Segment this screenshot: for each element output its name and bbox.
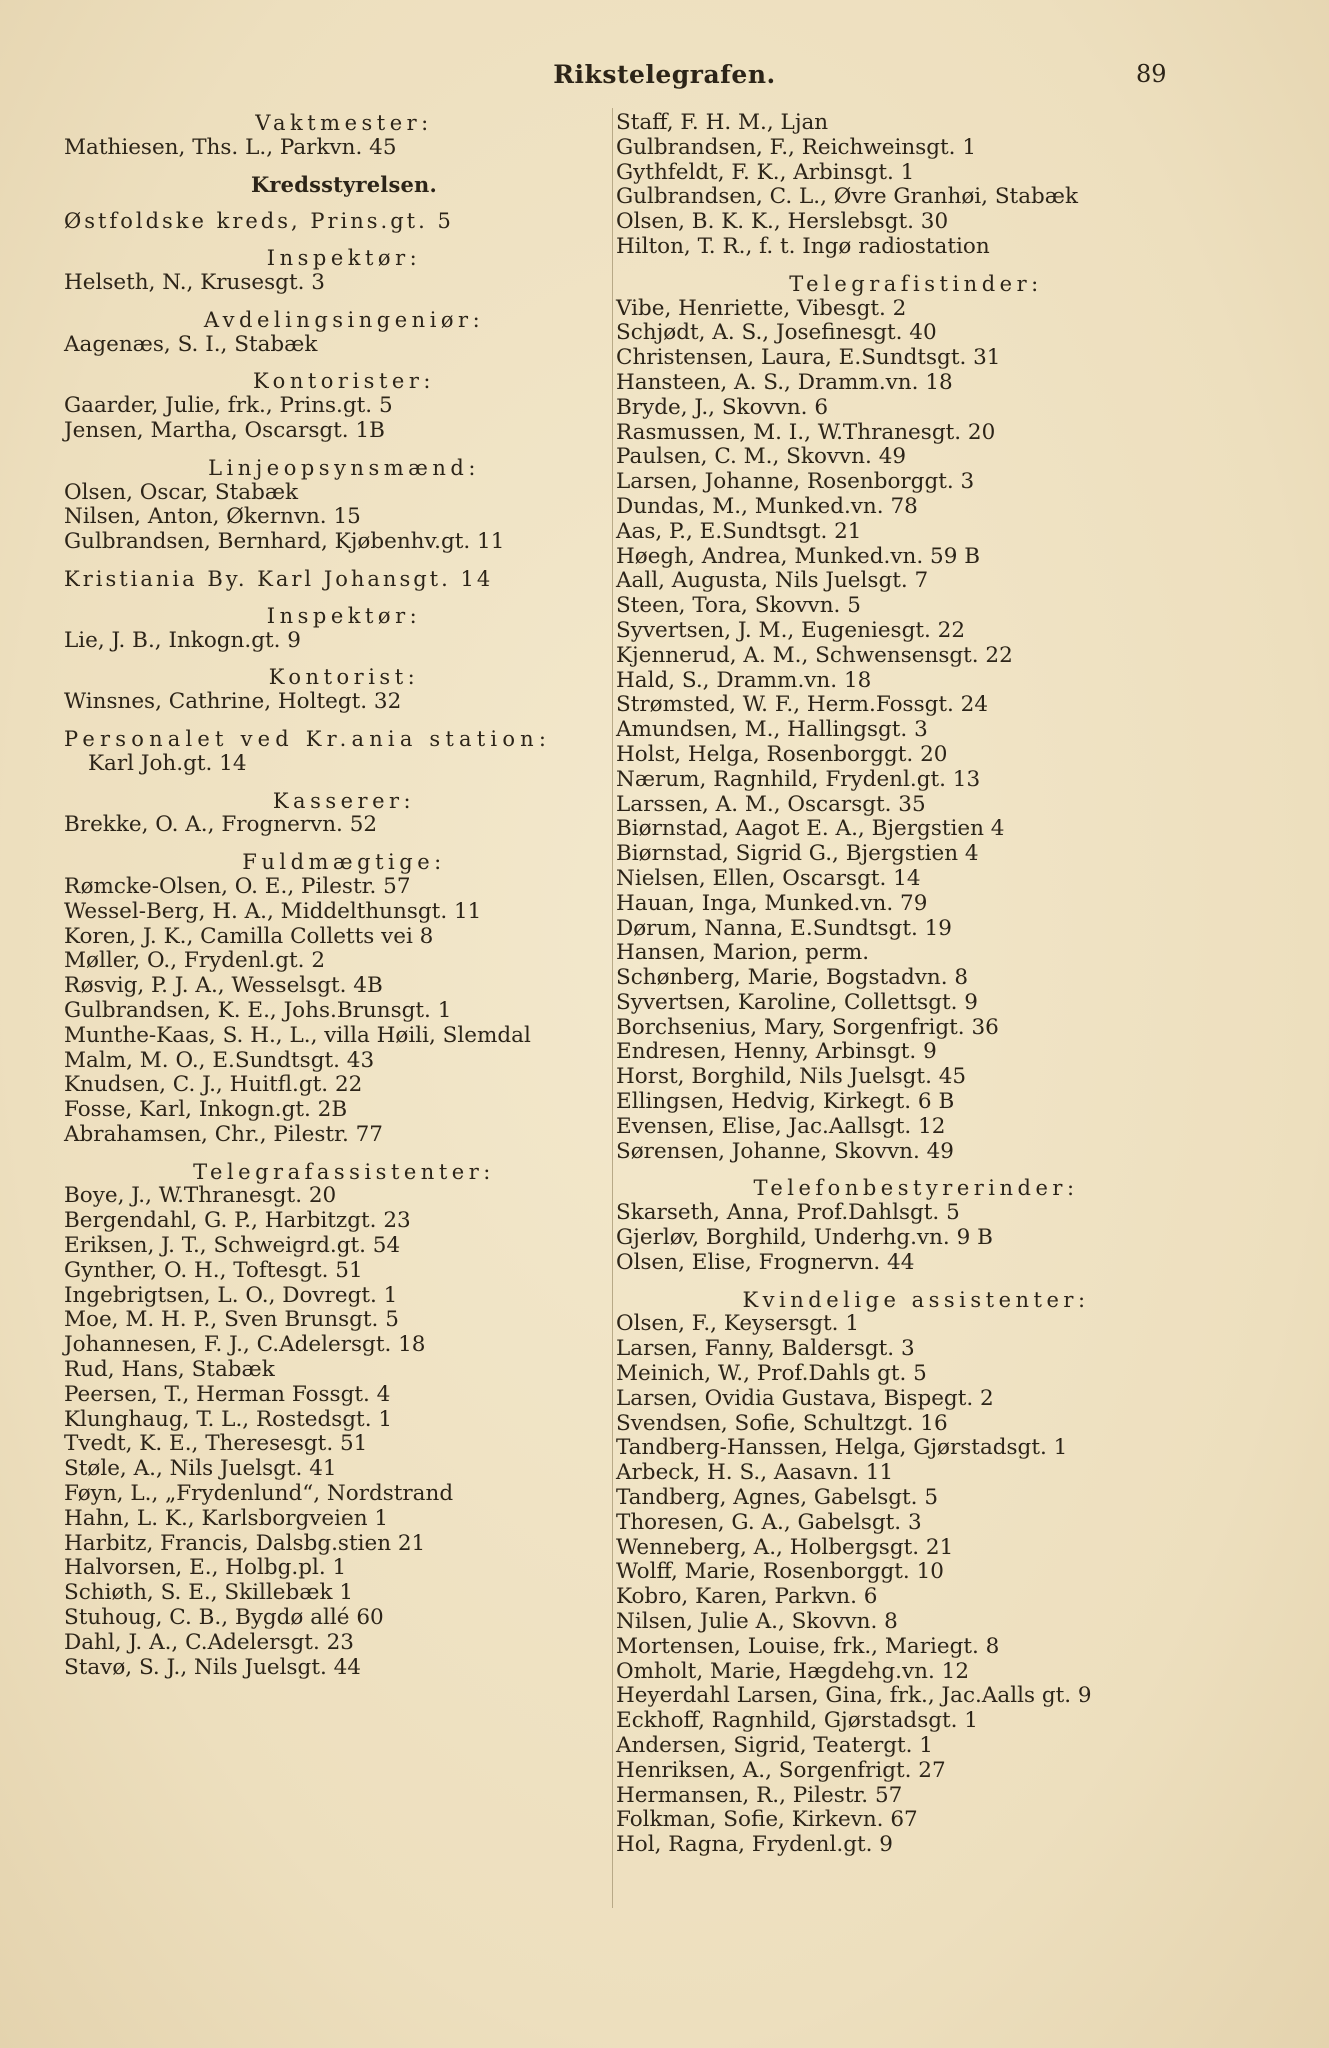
directory-entry: Hansen, Marion, perm. xyxy=(616,940,870,966)
directory-entry: Aall, Augusta, Nils Juelsgt. 7 xyxy=(616,568,929,594)
directory-entry: Rasmussen, M. I., W.Thranesgt. 20 xyxy=(616,419,996,445)
directory-entry: Munthe-Kaas, S. H., L., villa Høili, Slemdal xyxy=(64,1022,531,1048)
directory-entry: Boye, J., W.Thranesgt. 20 xyxy=(64,1183,337,1209)
section xyxy=(64,173,624,198)
section-heading: Vaktmester: xyxy=(255,111,433,135)
directory-entry: Amundsen, M., Hallingsgt. 3 xyxy=(616,717,928,743)
section-heading: Inspektør: xyxy=(266,603,422,628)
directory-entry: Syvertsen, Karoline, Collettsgt. 9 xyxy=(616,989,978,1015)
directory-entry: Hol, Ragna, Frydenl.gt. 9 xyxy=(616,1832,893,1858)
directory-entry: Føyn, L., „Frydenlund“, Nordstrand xyxy=(64,1481,454,1507)
directory-entry: Larsen, Johanne, Rosenborggt. 3 xyxy=(616,469,975,495)
directory-entry: Larsen, Ovidia Gustava, Bispegt. 2 xyxy=(616,1385,994,1411)
directory-entry: Schiøth, S. E., Skillebæk 1 xyxy=(64,1580,354,1606)
section xyxy=(616,1176,1216,1275)
directory-entry: Schønberg, Marie, Bogstadvn. 8 xyxy=(616,965,969,991)
section-heading: Kontorist: xyxy=(268,665,420,690)
directory-entry: Arbeck, H. S., Aasavn. 11 xyxy=(616,1460,894,1486)
directory-entry: Rømcke-Olsen, O. E., Pilestr. 57 xyxy=(64,873,411,899)
section-heading: Kasserer: xyxy=(272,788,416,813)
directory-entry: Wessel-Berg, H. A., Middelthunsgt. 11 xyxy=(64,898,482,924)
running-title: Rikstelegrafen. xyxy=(553,60,776,89)
directory-entry: Strømsted, W. F., Herm.Fossgt. 24 xyxy=(616,692,989,718)
directory-entry: Ellingsen, Hedvig, Kirkegt. 6 B xyxy=(616,1089,955,1115)
right-column xyxy=(616,111,1216,1858)
directory-entry: Svendsen, Sofie, Schultzgt. 16 xyxy=(616,1410,948,1436)
directory-entry: Olsen, F., Keysersgt. 1 xyxy=(616,1311,860,1337)
directory-entry: Endresen, Henny, Arbinsgt. 9 xyxy=(616,1039,937,1065)
directory-entry: Holst, Helga, Rosenborggt. 20 xyxy=(616,741,948,767)
directory-entry: Kobro, Karen, Parkvn. 6 xyxy=(616,1584,878,1610)
section xyxy=(64,727,624,777)
directory-entry: Stuhoug, C. B., Bygdø allé 60 xyxy=(64,1605,384,1631)
directory-entry: Bergendahl, G. P., Harbitzgt. 23 xyxy=(64,1208,411,1234)
directory-entry: Steen, Tora, Skovvn. 5 xyxy=(616,593,861,619)
directory-entry: Hald, S., Dramm.vn. 18 xyxy=(616,667,872,693)
directory-entry: Gulbrandsen, F., Reichweinsgt. 1 xyxy=(616,134,977,160)
directory-entry: Karl Joh.gt. 14 xyxy=(88,750,247,776)
directory-entry: Gynther, O. H., Toftesgt. 51 xyxy=(64,1257,363,1283)
directory-entry: Gulbrandsen, K. E., Johs.Brunsgt. 1 xyxy=(64,997,452,1023)
directory-entry: Hilton, T. R., f. t. Ingø radiostation xyxy=(616,233,990,259)
directory-entry: Tandberg, Agnes, Gabelsgt. 5 xyxy=(616,1485,938,1511)
directory-entry: Abrahamsen, Chr., Pilestr. 77 xyxy=(64,1121,383,1147)
directory-entry: Nærum, Ragnhild, Frydenl.gt. 13 xyxy=(616,766,981,792)
directory-entry: Jensen, Martha, Oscarsgt. 1B xyxy=(64,417,385,443)
section xyxy=(64,308,624,358)
section xyxy=(64,369,624,443)
directory-entry: Gulbrandsen, C. L., Øvre Granhøi, Stabæk xyxy=(616,184,1079,210)
directory-entry: Peersen, T., Herman Fossgt. 4 xyxy=(64,1381,391,1407)
directory-entry: Aagenæs, S. I., Stabæk xyxy=(64,331,318,357)
directory-entry: Tvedt, K. E., Theresesgt. 51 xyxy=(64,1431,368,1457)
directory-entry: Knudsen, C. J., Huitfl.gt. 22 xyxy=(64,1072,363,1098)
page-number: 89 xyxy=(1136,60,1167,88)
directory-entry: Wolff, Marie, Rosenborggt. 10 xyxy=(616,1559,944,1585)
directory-entry: Omholt, Marie, Hægdehg.vn. 12 xyxy=(616,1658,970,1684)
section xyxy=(64,246,624,296)
directory-entry: Støle, A., Nils Juelsgt. 41 xyxy=(64,1456,337,1482)
directory-entry: Olsen, Oscar, Stabæk xyxy=(64,479,299,505)
directory-entry: Tandberg-Hanssen, Helga, Gjørstadsgt. 1 xyxy=(616,1435,1068,1461)
directory-entry: Hermansen, R., Pilestr. 57 xyxy=(616,1782,903,1808)
directory-entry: Kjennerud, A. M., Schwensensgt. 22 xyxy=(616,642,1013,668)
directory-entry: Vibe, Henriette, Vibesgt. 2 xyxy=(616,295,907,321)
section-heading: Fuldmægtige: xyxy=(242,850,446,875)
directory-entry: Sørensen, Johanne, Skovvn. 49 xyxy=(616,1138,954,1164)
section xyxy=(64,665,624,715)
section-heading: Kvindelige assistenter: xyxy=(742,1287,1090,1312)
directory-entry: Heyerdahl Larsen, Gina, frk., Jac.Aalls gt. 9 xyxy=(616,1683,1092,1709)
section xyxy=(64,789,624,839)
directory-entry: Nielsen, Ellen, Oscarsgt. 14 xyxy=(616,865,921,891)
directory-entry: Malm, M. O., E.Sundtsgt. 43 xyxy=(64,1047,375,1073)
directory-entry: Lie, J. B., Inkogn.gt. 9 xyxy=(64,627,301,653)
directory-entry: Mortensen, Louise, frk., Mariegt. 8 xyxy=(616,1633,1000,1659)
directory-entry: Harbitz, Francis, Dalsbg.stien 21 xyxy=(64,1530,426,1556)
directory-entry: Aas, P., E.Sundtsgt. 21 xyxy=(616,518,862,544)
section-heading: Østfoldske kreds, Prins.gt. 5 xyxy=(64,209,454,234)
directory-entry: Mathiesen, Ths. L., Parkvn. 45 xyxy=(64,134,397,160)
section xyxy=(64,604,624,654)
directory-entry: Schjødt, A. S., Josefinesgt. 40 xyxy=(616,320,937,346)
directory-entry: Fosse, Karl, Inkogn.gt. 2B xyxy=(64,1097,348,1123)
section-heading: Linjeopsynsmænd: xyxy=(208,455,480,480)
directory-entry: Paulsen, C. M., Skovvn. 49 xyxy=(616,444,907,470)
directory-entry: Gaarder, Julie, frk., Prins.gt. 5 xyxy=(64,393,393,419)
directory-entry: Bryde, J., Skovvn. 6 xyxy=(616,394,829,420)
directory-entry: Biørnstad, Sigrid G., Bjergstien 4 xyxy=(616,841,979,867)
directory-entry: Hansteen, A. S., Dramm.vn. 18 xyxy=(616,369,953,395)
directory-entry: Syvertsen, J. M., Eugeniesgt. 22 xyxy=(616,617,966,643)
directory-entry: Borchsenius, Mary, Sorgenfrigt. 36 xyxy=(616,1014,999,1040)
directory-entry: Christensen, Laura, E.Sundtsgt. 31 xyxy=(616,345,1001,371)
directory-entry: Olsen, B. K. K., Herslebsgt. 30 xyxy=(616,209,949,235)
directory-entry: Ingebrigtsen, L. O., Dovregt. 1 xyxy=(64,1282,398,1308)
directory-entry: Dørum, Nanna, E.Sundtsgt. 19 xyxy=(616,915,952,941)
section xyxy=(64,111,624,161)
directory-entry: Thoresen, G. A., Gabelsgt. 3 xyxy=(616,1509,922,1535)
directory-entry: Rud, Hans, Stabæk xyxy=(64,1357,275,1383)
directory-entry: Dundas, M., Munked.vn. 78 xyxy=(616,493,918,519)
directory-entry: Horst, Borghild, Nils Juelsgt. 45 xyxy=(616,1064,967,1090)
section-heading: Telefonbestyrerinder: xyxy=(753,1176,1079,1201)
directory-entry: Moe, M. H. P., Sven Brunsgt. 5 xyxy=(64,1307,399,1333)
directory-entry: Gjerløv, Borghild, Underhg.vn. 9 B xyxy=(616,1225,993,1251)
section xyxy=(64,1160,624,1681)
section xyxy=(64,850,624,1148)
directory-entry: Nilsen, Julie A., Skovvn. 8 xyxy=(616,1609,898,1635)
directory-entry: Larssen, A. M., Oscarsgt. 35 xyxy=(616,791,926,817)
directory-entry: Koren, J. K., Camilla Colletts vei 8 xyxy=(64,923,434,949)
directory-entry: Eriksen, J. T., Schweigrd.gt. 54 xyxy=(64,1233,401,1259)
directory-entry: Røsvig, P. J. A., Wesselsgt. 4B xyxy=(64,973,383,999)
directory-entry: Evensen, Elise, Jac.Aallsgt. 12 xyxy=(616,1113,946,1139)
section-heading: Kristiania By. Karl Johansgt. 14 xyxy=(64,566,494,591)
directory-entry: Gythfeldt, F. K., Arbinsgt. 1 xyxy=(616,159,915,185)
directory-entry: Høegh, Andrea, Munked.vn. 59 B xyxy=(616,543,981,569)
directory-entry: Brekke, O. A., Frognervn. 52 xyxy=(64,812,378,838)
section-heading: Telegrafassistenter: xyxy=(193,1159,495,1184)
directory-entry: Skarseth, Anna, Prof.Dahlsgt. 5 xyxy=(616,1200,960,1226)
directory-entry: Hahn, L. K., Karlsborgveien 1 xyxy=(64,1505,389,1531)
directory-entry: Andersen, Sigrid, Teatergt. 1 xyxy=(616,1733,933,1758)
section-heading: Kredsstyrelsen. xyxy=(250,171,438,197)
directory-entry: Meinich, W., Prof.Dahls gt. 5 xyxy=(616,1361,927,1387)
left-column xyxy=(64,111,624,1680)
section-heading: Personalet ved Kr.ania station: xyxy=(64,726,552,751)
section xyxy=(64,567,624,592)
directory-entry: Folkman, Sofie, Kirkevn. 67 xyxy=(616,1807,918,1833)
directory-entry: Biørnstad, Aagot E. A., Bjergstien 4 xyxy=(616,816,1005,842)
directory-entry: Nilsen, Anton, Økernvn. 15 xyxy=(64,504,361,530)
directory-entry: Hauan, Inga, Munked.vn. 79 xyxy=(616,890,928,916)
page-header xyxy=(0,60,1329,100)
section-heading: Telegrafistinder: xyxy=(789,271,1043,296)
directory-entry: Larsen, Fanny, Baldersgt. 3 xyxy=(616,1336,915,1362)
directory-entry: Wenneberg, A., Holbergsgt. 21 xyxy=(616,1534,954,1560)
directory-entry: Stavø, S. J., Nils Juelsgt. 44 xyxy=(64,1654,361,1680)
directory-entry: Olsen, Elise, Frognervn. 44 xyxy=(616,1249,915,1275)
section xyxy=(616,1288,1216,1858)
section xyxy=(64,209,624,234)
directory-entry: Staff, F. H. M., Ljan xyxy=(616,110,829,135)
directory-entry: Helseth, N., Krusesgt. 3 xyxy=(64,269,325,295)
section-heading: Inspektør: xyxy=(266,246,422,271)
directory-entry: Dahl, J. A., C.Adelersgt. 23 xyxy=(64,1629,354,1655)
directory-entry: Winsnes, Cathrine, Holtegt. 32 xyxy=(64,689,402,715)
directory-entry: Henriksen, A., Sorgenfrigt. 27 xyxy=(616,1757,946,1783)
section xyxy=(64,456,624,555)
directory-entry: Eckhoff, Ragnhild, Gjørstadsgt. 1 xyxy=(616,1708,978,1734)
directory-entry: Møller, O., Frydenl.gt. 2 xyxy=(64,948,326,974)
directory-entry: Johannesen, F. J., C.Adelersgt. 18 xyxy=(64,1332,426,1358)
directory-entry: Klunghaug, T. L., Rostedsgt. 1 xyxy=(64,1406,393,1432)
section-heading: Avdelingsingeniør: xyxy=(203,307,485,332)
section-heading: Kontorister: xyxy=(253,369,435,394)
section xyxy=(616,272,1216,1165)
section xyxy=(616,111,1216,260)
directory-entry: Gulbrandsen, Bernhard, Kjøbenhv.gt. 11 xyxy=(64,529,505,555)
directory-entry: Halvorsen, E., Holbg.pl. 1 xyxy=(64,1555,347,1581)
